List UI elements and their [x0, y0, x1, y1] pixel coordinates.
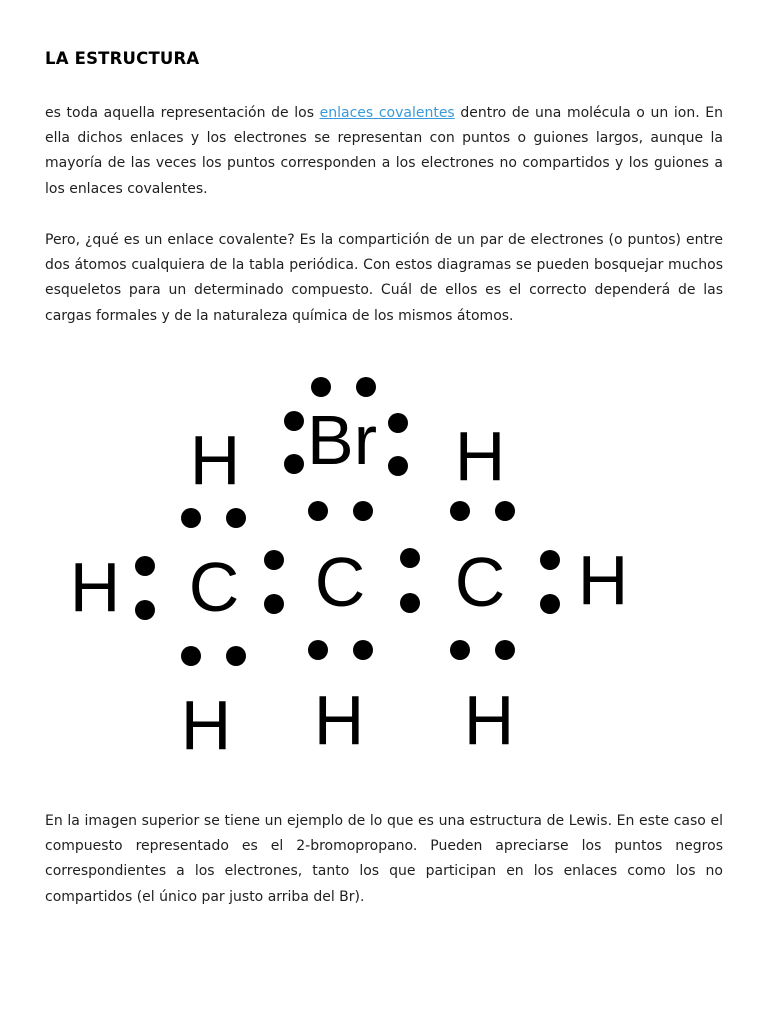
electron-dot [495, 640, 515, 660]
electron-dot [540, 550, 560, 570]
covalent-bond-paragraph: Pero, ¿qué es un enlace covalente? Es la compartición de un par de electrones (o puntos) entre dos átomos cualquiera de la tabla periódica. Con estos diagramas se pueden bosquejar muchos esqueletos para un determinado compuesto. Cuál de ellos es el correcto dependerá de las cargas formales y de la naturaleza química de los mismos átomos. [45, 232, 723, 324]
electron-dot [284, 454, 304, 474]
atom-h-bottom-center: H [313, 681, 365, 759]
electron-dot [284, 411, 304, 431]
electron-dot [308, 640, 328, 660]
electron-dot [264, 594, 284, 614]
electron-dot [356, 377, 376, 397]
electron-dot [308, 501, 328, 521]
atom-c-left: C [188, 548, 240, 626]
atom-h-bottom-left: H [180, 686, 232, 764]
page-title: LA ESTRUCTURA [45, 49, 200, 68]
electron-dot [135, 556, 155, 576]
intro-text-after-link: dentro de una molécula o un ion. En ella dichos enlaces y los electrones se representan con puntos o guiones largos, aunque la mayoría de las veces los puntos corresponden a los electrones no compartidos y los guiones a los enlaces covalentes. [45, 105, 723, 197]
covalent-bonds-link[interactable]: enlaces covalentes [319, 105, 455, 121]
electron-dot [353, 640, 373, 660]
lewis-explanation-paragraph: En la imagen superior se tiene un ejemplo de lo que es una estructura de Lewis. En este caso el compuesto representado es el 2-bromopropano. Pueden apreciarse los puntos negros correspondientes a los electrones, tanto los que participan en los enlaces como los no compartidos (el único par justo arriba del Br). [45, 813, 723, 905]
electron-dot [388, 413, 408, 433]
electron-dot [495, 501, 515, 521]
atom-h-far-right: H [577, 541, 629, 619]
intro-text-before-link: es toda aquella representación de los [45, 105, 320, 121]
electron-dot [181, 646, 201, 666]
electron-dot [400, 593, 420, 613]
electron-dot [311, 377, 331, 397]
electron-dot [450, 640, 470, 660]
atom-br: Br [307, 401, 377, 479]
atom-c-right: C [454, 543, 506, 621]
atom-h-top-right: H [454, 417, 506, 495]
electron-dot [540, 594, 560, 614]
electron-dot [135, 600, 155, 620]
electron-dot [353, 501, 373, 521]
electron-dot [264, 550, 284, 570]
electron-dot [388, 456, 408, 476]
atom-h-top-left: H [189, 421, 241, 499]
electron-dot [226, 646, 246, 666]
atom-h-bottom-right: H [463, 681, 515, 759]
atom-c-center: C [314, 543, 366, 621]
electron-dot [226, 508, 246, 528]
atom-h-far-left: H [69, 548, 121, 626]
electron-dot [400, 548, 420, 568]
electron-dot [181, 508, 201, 528]
electron-dot [450, 501, 470, 521]
